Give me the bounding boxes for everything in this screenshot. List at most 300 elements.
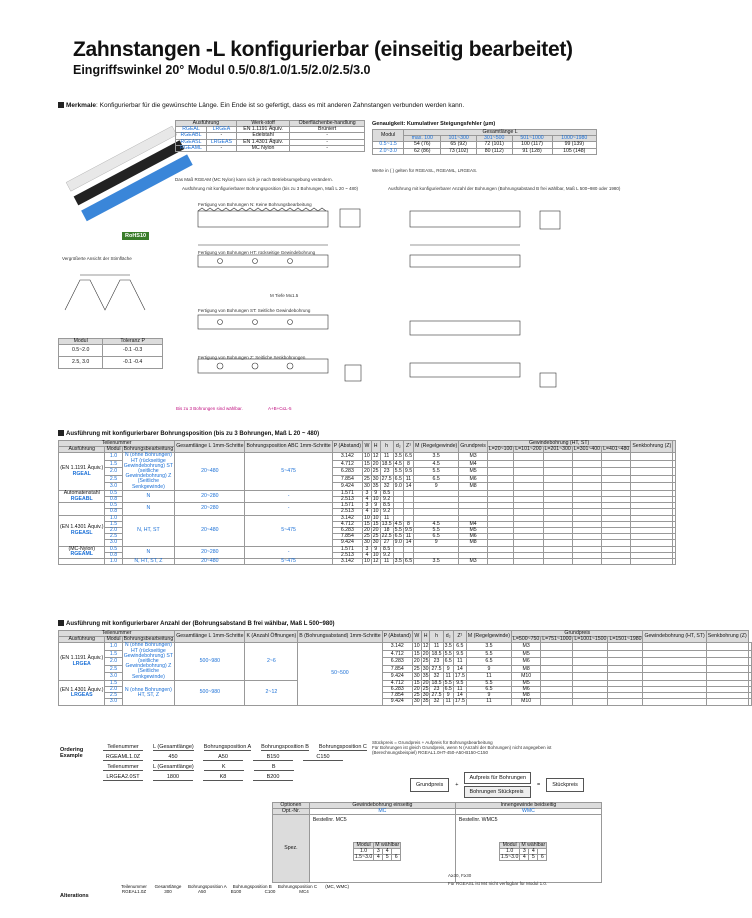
acc-col: 1000~1980 [552, 136, 596, 142]
t2-cell: 11 [466, 673, 511, 680]
opt-m-cell: 3 [520, 848, 529, 854]
t1-price [487, 475, 513, 482]
acc-h-modul: Modul [373, 130, 404, 142]
opt-h-opt: Optionen [273, 803, 310, 809]
t1-cell: 8.5 [380, 503, 393, 509]
t1-cell: 2.513 [332, 509, 362, 515]
t2-price [541, 643, 573, 650]
opt-m-cell: 6 [392, 855, 401, 861]
t1-group [59, 559, 105, 565]
t2-price [706, 673, 748, 680]
t1-cell: 18 [380, 528, 393, 534]
t2-price [643, 673, 706, 680]
tol-cell: -0.1 -0.3 [103, 345, 163, 357]
t1-cell: 23 [380, 468, 393, 475]
t1-cell: 8.5 [380, 546, 393, 552]
spec-cell: Brüniert [290, 127, 365, 133]
t1-cell: 9 [371, 503, 380, 509]
t2-modul: 2.5 [105, 693, 122, 699]
t1-abc: - [245, 503, 332, 515]
opt-m-cell: 4 [520, 855, 529, 861]
t2-group [59, 643, 105, 680]
t2-cell: 11 [453, 658, 466, 665]
group-name: (EN 1.1191 Äquiv.) [60, 465, 104, 472]
t1-cell: 14 [403, 540, 413, 546]
t1-price [514, 559, 543, 565]
drawing-note-ht: Fertigung von Bohrungen HT: rückseitige Gewindebohrung [198, 250, 316, 255]
t1-price [543, 468, 572, 475]
t2-cell: 7.854 [382, 665, 412, 672]
t1-cell: 1.571 [332, 546, 362, 552]
t2-modul: 2.5 [105, 665, 122, 672]
t1-cell: 6.283 [332, 468, 362, 475]
t1-sub: Ausführung [59, 447, 105, 453]
acc-cell: 91 (128) [512, 148, 552, 154]
t1-modul: 1.0 [105, 453, 122, 460]
acc-cell: 0.5~1.5 [373, 142, 404, 148]
group-name: (EN 1.4301 Äquiv.) [60, 524, 104, 531]
t2-cell: 27.5 [431, 665, 442, 672]
t1-price-col: L=101~200 [515, 446, 542, 453]
t1-cell: 14 [403, 483, 413, 490]
opt-m-cell: 6 [538, 855, 547, 861]
t2-h: Senkbohrung (Z) [706, 631, 748, 643]
group-name: (MC-Nylon) [68, 546, 95, 553]
t1-cell: 35 [372, 482, 379, 489]
t1-price [631, 468, 673, 475]
opt-m-table [353, 842, 401, 862]
t2-cell: 32 [430, 673, 443, 680]
formula-aufpreis: Aufpreis für Bohrungen [464, 772, 531, 784]
diagram2-title: Ausführung mit konfigurierbarer Anzahl der Bohrungen (Bohrungsabstand B frei wählbar, Maß L 500~980 oder 1980) [388, 186, 621, 191]
t2-modul: 1.5 [105, 680, 122, 686]
t2-price [706, 665, 748, 672]
t1-modul: 3.0 [105, 540, 122, 546]
t1-price-col: L=301~400 [573, 446, 601, 453]
t1-cell: 9.0 [394, 482, 402, 489]
t2-cell: 15 [413, 679, 420, 686]
alt-cell: Teilenummer [121, 884, 147, 889]
t2-h: h [430, 631, 443, 643]
t2-price-col: L=751~1000 [542, 636, 572, 643]
spec-cell: MC Nylon [236, 145, 289, 151]
t2-price [706, 658, 748, 665]
bullet-icon [58, 430, 64, 436]
opt-m-cell: 5 [529, 855, 538, 861]
features-text: : Konfigurierbar für die gewünschte Länge. Ein Ende ist so gefertigt, dass es mit anderen Zahnstangen verbunden werden kann. [96, 102, 465, 109]
alt-cell: 300 [164, 889, 172, 894]
t1-holes: N, HT, ST [122, 515, 175, 546]
t1-group [59, 490, 105, 502]
t1-h: Z¹ [403, 441, 413, 453]
t2-cell: 9 [443, 665, 453, 672]
section2-text: Ausführung mit konfigurierbarer Anzahl der (Bohrungsabstand B frei wählbar, Maß L 500~980) [66, 621, 335, 627]
t1-cell: 11 [403, 534, 413, 540]
t1-cell: 1.571 [332, 503, 362, 509]
t1-L: 20~480 [175, 559, 245, 565]
features-label: Merkmale [66, 102, 96, 109]
t1-price [602, 559, 631, 565]
t2-cell: 17.5 [454, 672, 465, 679]
t2-cell: 18.5 [431, 650, 442, 657]
sum-note: A+B+C≤L-5 [268, 406, 292, 411]
t2-cell: 25 [422, 686, 429, 693]
t1-cell: M4 [459, 521, 488, 527]
opt-m-cell: 5 [383, 855, 392, 861]
t1-cell: 25 [372, 468, 379, 475]
alt-cell: Bohrungsposition B [232, 884, 272, 889]
t1-cell: 10 [372, 508, 379, 515]
t1-price [631, 559, 673, 565]
t2-cell: 6.5 [453, 643, 466, 650]
t1-cell: 10 [364, 558, 370, 565]
t2-cell: 18.5 [431, 679, 442, 686]
t2-modul: 2.0 [105, 658, 122, 665]
t2-h: M (Regelgewinde) [466, 631, 511, 643]
opt-h-g1: Gewindebohrung einseitig [309, 803, 455, 809]
opt-m-cell: 4 [383, 848, 392, 854]
alt-cell: B100 [230, 889, 242, 894]
spec-h-ober: Oberflächenbe-handlung [290, 121, 365, 127]
acc-cell: 73 (102) [441, 148, 477, 154]
t2-price [643, 699, 706, 705]
t2-cell: M5 [512, 650, 541, 657]
t1-price [673, 453, 676, 460]
t1-cell: M3 [459, 453, 488, 460]
t1-cell: 6.5 [404, 558, 413, 565]
order-cell: Teilenummer [103, 764, 143, 771]
spec-h-ausf: Ausführung [176, 121, 237, 127]
table-row [59, 453, 676, 460]
order-row [103, 744, 367, 751]
order-cell: K [204, 764, 244, 771]
formula-stueckpreis: Stückpreis [546, 778, 584, 792]
t1-cell: 30 [364, 482, 370, 489]
t1-price [673, 559, 676, 565]
t1-price [673, 460, 676, 467]
t2-cell: 20 [422, 679, 429, 686]
order-cell: C150 [303, 754, 343, 761]
t1-cell: 2.513 [332, 552, 362, 558]
opt-code-mc: MC [309, 809, 455, 815]
t1-price [487, 453, 513, 460]
t2-cell: 17.5 [454, 698, 465, 705]
t2-modul: 1.5 [105, 650, 122, 657]
t1-modul: 0.5 [105, 503, 122, 509]
t1-price-col: L=401~480 [603, 446, 630, 453]
t1-h: Senkbohrung (Z) [631, 441, 673, 453]
t2-cell: 27.5 [431, 692, 442, 699]
t1-cell: 18.5 [381, 460, 392, 467]
t1-modul: 2.0 [105, 468, 122, 475]
alt-cell: (MC, WMC) [325, 884, 349, 889]
spec-cell: EN 1.1191 Äquiv. [236, 127, 289, 133]
t1-cell: 8 [403, 460, 413, 467]
order-cell: L (Gesamtlänge) [153, 744, 194, 750]
t2-price [541, 658, 573, 665]
t1-cell: 5.5 [414, 468, 459, 475]
t1-sub: Modul [106, 446, 121, 453]
acc-col: 501~1000 [512, 136, 552, 142]
t2-holes: N (ohne Bohrungen) HT, ST, Z [122, 680, 175, 705]
spec-cell: - [206, 145, 236, 151]
t1-cell: 4.5 [414, 460, 459, 467]
alt-cell: A50 [197, 889, 206, 894]
t1-group [59, 546, 105, 558]
opt-example-mc: Bestellnr. MC5 [312, 817, 347, 824]
t1-cell: 32 [380, 483, 393, 490]
t2-cell: 20 [413, 658, 420, 665]
t1-cell: 27 [380, 540, 393, 546]
t2-price [643, 665, 706, 672]
t2-h: K (Anzahl Öffnungen) [245, 631, 298, 643]
t1-cell: 5.5 [414, 528, 459, 534]
t2-price [748, 673, 751, 680]
t1-price [673, 475, 676, 482]
order-cell: B [254, 764, 294, 771]
t1-cell: 9.424 [332, 483, 362, 490]
tol-h-toleranz: Toleranz P [103, 339, 163, 345]
t1-cell: 6.283 [332, 528, 362, 534]
t2-h: Gewindebohrung (HT, ST) [643, 631, 706, 643]
t2-cell: 9 [443, 693, 453, 699]
t1-price [514, 475, 543, 482]
t1-cell: 12 [372, 453, 379, 460]
t1-abc: - [245, 490, 332, 502]
t2-price [748, 665, 751, 672]
t2-cell: 3.5 [466, 643, 511, 650]
t1-cell: 3 [363, 503, 372, 509]
t1-price [631, 453, 673, 460]
accuracy-note: Werte in ( ) gelten für RGEASL, RGEAML, LRGEAS. [372, 168, 478, 173]
t2-cell: 5.5 [466, 650, 511, 657]
spec-cell: - [290, 139, 365, 145]
t1-cell: 9.5 [404, 468, 413, 475]
t2-cell: 30 [413, 698, 420, 705]
t1-holes: N [122, 503, 175, 515]
tolerance-table [58, 338, 163, 369]
t1-price [572, 453, 601, 460]
t2-price [706, 643, 748, 650]
t2-h: Gesamtlänge L 1mm-Schritte [175, 631, 245, 643]
accuracy-title: Genauigkeit: Kumulativer Steigungsfehler (μm) [372, 121, 496, 127]
t1-price [514, 483, 543, 490]
t1-cell: 25 [364, 533, 370, 540]
features-line [58, 102, 464, 109]
t2-cell: 20 [422, 650, 429, 657]
t1-cell: 4.5 [394, 520, 402, 527]
t1-cell: 9 [371, 546, 380, 552]
t1-cell: 4 [363, 509, 372, 515]
t1-h: P (Abstand) [332, 441, 362, 453]
t2-cell: 9.424 [382, 699, 412, 705]
order-cell: 1800 [153, 774, 193, 781]
t2-price [608, 665, 643, 672]
page-subtitle: Eingriffswinkel 20° Modul 0.5/0.8/1.0/1.5/2.0/2.5/3.0 [73, 63, 371, 77]
t1-abc: 5~475 [245, 453, 332, 490]
spec-table [175, 120, 365, 152]
t1-price [543, 460, 572, 467]
t1-cell: 11 [380, 559, 393, 565]
acc-col: 301~500 [476, 136, 512, 142]
t1-modul: 0.5 [105, 490, 122, 496]
t2-cell: M3 [512, 643, 541, 650]
tooth-profile-drawing [60, 265, 155, 327]
t2-cell: 23 [430, 687, 443, 693]
t1-modul: 1.5 [105, 521, 122, 527]
price-table-2 [58, 630, 752, 706]
alt-cell: Bohrungsposition C [277, 884, 318, 889]
t2-h: W [412, 631, 421, 643]
t1-price [572, 468, 601, 475]
tol-cell: -0.1 -0.4 [103, 357, 163, 369]
t1-holes: N [122, 546, 175, 558]
table-row [59, 559, 676, 565]
t2-h: Teilenummer [59, 631, 175, 637]
t1-cell: 8.5 [380, 490, 393, 496]
t2-cell: 9 [466, 665, 511, 672]
t2-price [643, 658, 706, 665]
t2-cell: M8 [512, 693, 541, 699]
alt-cell: Bohrungsposition A [188, 884, 227, 889]
t1-cell: 10 [372, 551, 379, 558]
opt-m-cell: 1.0 [499, 848, 519, 854]
order-cell: K8 [203, 774, 243, 781]
acc-cell: 100 (117) [512, 142, 552, 148]
opt-m-cell: 3 [374, 848, 383, 854]
t2-price-col: L=1501~1980 [609, 636, 642, 643]
spec-h-werk: Werk-stoff [236, 121, 289, 127]
t1-cell: 4.712 [332, 460, 362, 467]
t1-price [514, 468, 543, 475]
spec-cell: Edelstahl [236, 133, 289, 139]
t1-cell: 9.2 [380, 497, 393, 503]
t1-cell: 20 [372, 460, 379, 467]
t2-h: B (Bohrungsabstand) 1mm-Schritte [298, 631, 382, 643]
t2-price [573, 673, 608, 680]
t1-modul: 0.8 [105, 497, 122, 503]
ordering-label: Ordering Example [60, 747, 84, 759]
t1-price [572, 460, 601, 467]
opt-m-table-2 [499, 842, 547, 862]
t2-cell: 11 [453, 687, 466, 693]
t2-price [573, 643, 608, 650]
t1-price [514, 460, 543, 467]
ordering-notes [372, 740, 602, 755]
t1-modul: 1.0 [105, 515, 122, 521]
opt-m-cell: 4 [529, 848, 538, 854]
t1-cell: 15 [372, 520, 379, 527]
t2-cell: M10 [512, 673, 541, 680]
formula-bohrungen: Bohrungen Stückpreis [464, 786, 531, 798]
t2-price [541, 650, 573, 657]
t1-price [572, 483, 601, 490]
order-note: (Berechnungsbeispiel) RGEAL1.0HT-450-A50-B150-C150 [372, 750, 489, 755]
opt-note-2: Für RGEASL ist M4 nicht verfügbar für Modul 1.0. [448, 881, 548, 886]
t2-cell: 11 [443, 699, 453, 705]
t1-cell: 3 [363, 490, 372, 496]
t2-price [748, 699, 751, 705]
t1-group [59, 515, 105, 546]
acc-cell: 65 (92) [441, 142, 477, 148]
t1-abc: - [245, 546, 332, 558]
spec-cell: RGEAML [176, 145, 207, 151]
t1-price [514, 453, 543, 460]
t1-holes: N [122, 490, 175, 502]
t1-modul: 1.5 [105, 460, 122, 467]
t1-abc: 5~475 [245, 515, 332, 546]
opt-example-wmc: Bestellnr. WMC5 [458, 817, 498, 824]
group-name: Automatenstahl [63, 490, 100, 497]
t1-price [543, 475, 572, 482]
t1-price [543, 483, 572, 490]
t1-cell: 6.5 [394, 475, 402, 482]
t2-cell: 11 [443, 673, 453, 680]
t2-cell: 7.854 [382, 693, 412, 699]
t1-group [59, 503, 105, 515]
t1-cell: 7.854 [332, 534, 362, 540]
t2-cell: 15 [413, 650, 420, 657]
order-cell: B200 [253, 774, 293, 781]
t2-cell: 9.5 [453, 680, 466, 686]
bullet-icon [58, 620, 64, 626]
opt-m-h: Modul [499, 842, 519, 848]
t2-L: 500~980 [175, 643, 245, 680]
ordering-example [103, 744, 367, 784]
t1-cell: 27.5 [381, 475, 392, 482]
t1-cell: 6.5 [414, 475, 459, 482]
t2-modul: 1.0 [105, 643, 122, 650]
t1-modul: 2.5 [105, 534, 122, 540]
t2-price [643, 650, 706, 657]
formula-grundpreis: Grundpreis [410, 778, 449, 792]
t1-cell: 25 [364, 475, 370, 482]
opt-m-h: M wählbar [375, 841, 400, 848]
t2-cell: 35 [422, 672, 429, 679]
t1-cell: 6.5 [404, 453, 413, 460]
t1-cell: 20 [364, 468, 370, 475]
t1-L: 20~280 [175, 490, 245, 502]
t1-cell: 3.142 [332, 453, 362, 460]
profile-caption: Vergrößerte Ansicht der Stirnfläche [62, 256, 132, 261]
t2-h: d₂ [443, 631, 453, 643]
opt-h-nr: Opt.-Nr. [273, 809, 310, 815]
opt-m-cell: 1.0 [353, 848, 373, 854]
t1-cell: 30 [372, 475, 379, 482]
t1-cell: 7.854 [332, 475, 362, 482]
t2-cell: 3.142 [382, 643, 412, 650]
t2-cell: 6.5 [466, 687, 511, 693]
acc-cell: 99 (139) [552, 142, 596, 148]
group-name: (EN 1.1191 Äquiv.) [60, 655, 104, 662]
tol-cell: 0.5~2.0 [59, 345, 103, 357]
t2-price [748, 658, 751, 665]
t1-price-col: L=20~100 [488, 446, 513, 453]
diagram1-title: Ausführung mit konfigurierbarer Bohrungsposition (bis zu 3 Bohrungen, Maß L 20 ~ 480) [182, 186, 359, 191]
t2-price [541, 673, 573, 680]
t1-h [673, 441, 676, 453]
alt-cell: MC4 [299, 889, 309, 894]
acc-cell: 62 (86) [404, 148, 441, 154]
t2-cell: 12 [422, 643, 429, 650]
acc-col: 101~300 [441, 136, 477, 142]
t1-price [572, 475, 601, 482]
alt-cell: RGEAL1.0Z [121, 889, 147, 894]
t2-B: 50~500 [298, 643, 382, 705]
order-cell: Bohrungsposition A [203, 744, 252, 750]
order-cell: Teilenummer [103, 744, 143, 751]
t1-cell: 25 [372, 533, 379, 540]
